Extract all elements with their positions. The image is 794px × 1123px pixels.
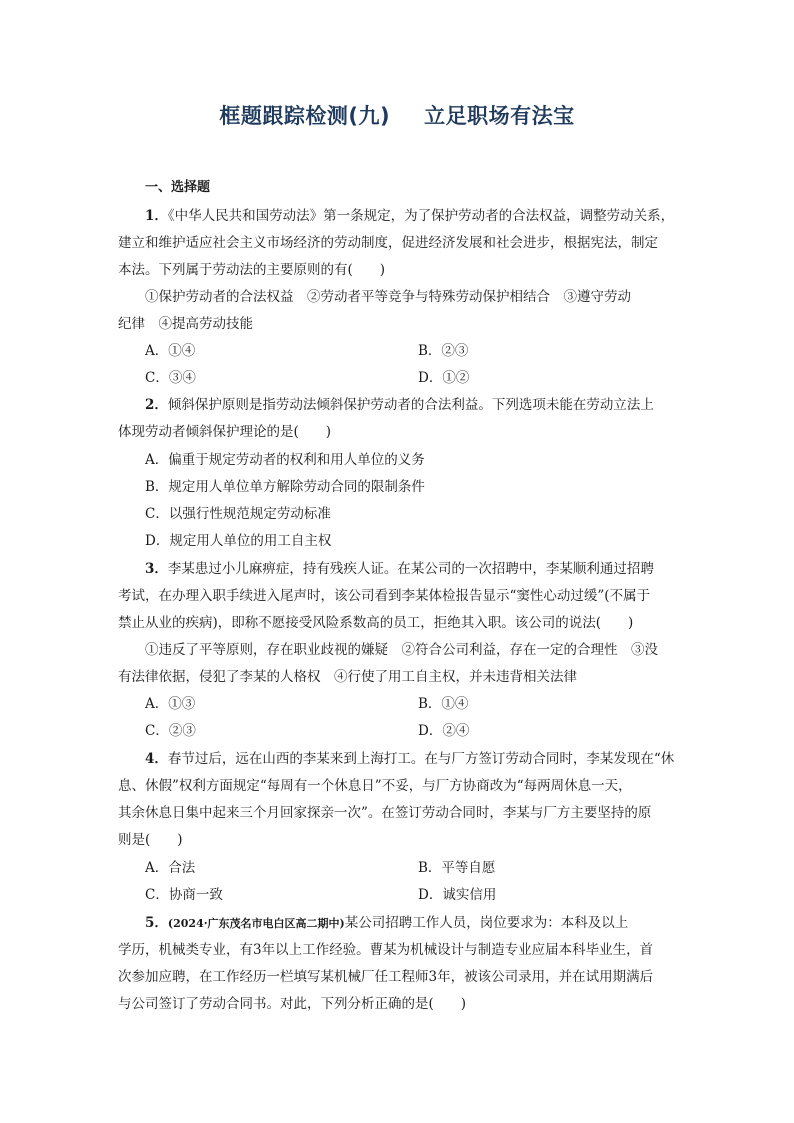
q4-stem-2: 息、休假”权利方面规定“每周有一个休息日”不妥，与厂方协商改为“每两周休息一天， — [118, 778, 632, 794]
q1-option-b: B．②③ — [418, 343, 469, 359]
q3-option-c: C．②③ — [145, 723, 196, 739]
q5-number: 5． — [145, 915, 168, 931]
title-main: 框题跟踪检测(九) — [219, 104, 391, 128]
q4-option-d: D．诚实信用 — [418, 887, 497, 903]
q2-line-1 — [145, 392, 678, 419]
q2-option-d: D．规定用人单位的用工自主权 — [145, 533, 332, 549]
q3-number: 3． — [145, 561, 168, 577]
q1-option-a: A．①④ — [145, 343, 196, 359]
q4-stem-4: 则是( ) — [118, 832, 183, 848]
q2-option-b: B．规定用人单位单方解除劳动合同的限制条件 — [145, 479, 425, 495]
q4-stem-1: 春节过后，远在山西的李某来到上海打工。在与厂方签订劳动合同时，李某发现在“休 — [167, 751, 675, 767]
q3-statements-1: ①违反了平等原则，存在职业歧视的嫌疑 ②符合公司利益，存在一定的合理性 ③没 — [145, 642, 658, 658]
q3-line-1 — [145, 556, 678, 583]
q4-number: 4． — [145, 751, 168, 767]
q4-option-c: C．协商一致 — [145, 887, 223, 903]
q1-option-d: D．①② — [418, 370, 470, 386]
q1-line-1 — [145, 203, 678, 230]
q3-stem-3: 禁止从业的疾病)，即称不愿接受风险系数高的员工，拒绝其入职。该公司的说法( ) — [118, 615, 634, 631]
q1-statements-2: 纪律 ④提高劳动技能 — [118, 316, 253, 332]
q1-stem-2: 建立和维护适应社会主义市场经济的劳动制度，促进经济发展和社会进步，根据宪法，制定 — [118, 235, 658, 251]
q1-statements-1: ①保护劳动者的合法权益 ②劳动者平等竞争与特殊劳动保护相结合 ③遵守劳动 — [145, 289, 631, 305]
q5-source: (2024·广东茂名市电白区高二期中) — [167, 917, 345, 930]
section-heading: 一、选择题 — [145, 180, 211, 195]
q3-option-b: B．①④ — [418, 696, 469, 712]
q3-stem-1: 李某患过小儿麻痹症，持有残疾人证。在某公司的一次招聘中，李某顺利通过招聘 — [167, 561, 654, 577]
q4-line-1 — [145, 746, 678, 773]
q4-option-a: A．合法 — [145, 860, 196, 876]
q1-stem-1: 《中华人民共和国劳动法》第一条规定，为了保护劳动者的合法权益，调整劳动关系， — [167, 208, 675, 224]
q4-option-b: B．平等自愿 — [418, 860, 496, 876]
q5-stem-4: 与公司签订了劳动合同书。对此，下列分析正确的是( ) — [118, 996, 467, 1012]
q2-option-c: C．以强行性规范规定劳动标准 — [145, 506, 331, 522]
q5-stem-2: 学历，机械类专业，有3年以上工作经验。曹某为机械设计与制造专业应届本科毕业生，首 — [118, 942, 654, 958]
q3-option-d: D．②④ — [418, 723, 470, 739]
page-title — [0, 100, 794, 130]
q5-stem-3: 次参加应聘，在工作经历一栏填写某机械厂任工程师3年，被该公司录用，并在试用期满后 — [118, 969, 654, 985]
q3-statements-2: 有法律依据，侵犯了李某的人格权 ④行使了用工自主权，并未违背相关法律 — [118, 669, 577, 685]
q2-stem-2: 体现劳动者倾斜保护理论的是( ) — [118, 424, 332, 440]
q5-line-1 — [145, 910, 678, 937]
q1-number: 1． — [145, 208, 168, 224]
q2-stem-1: 倾斜保护原则是指劳动法倾斜保护劳动者的合法利益。下列选项未能在劳动立法上 — [167, 397, 654, 413]
q3-option-a: A．①③ — [145, 696, 196, 712]
q4-stem-3: 其余休息日集中起来三个月回家探亲一次”。在签订劳动合同时，李某与厂方主要坚持的原 — [118, 805, 652, 821]
q5-stem-1: 某公司招聘工作人员，岗位要求为：本科及以上 — [344, 915, 629, 931]
q1-stem-3: 本法。下列属于劳动法的主要原则的有( ) — [118, 262, 386, 278]
title-sub: 立足职场有法宝 — [424, 104, 575, 128]
q3-stem-2: 考试，在办理入职手续进入尾声时，该公司看到李某体检报告显示“窦性心动过缓”(不属于 — [118, 588, 651, 604]
q2-number: 2． — [145, 397, 168, 413]
q2-option-a: A．偏重于规定劳动者的权利和用人单位的义务 — [145, 452, 425, 468]
q1-option-c: C．③④ — [145, 370, 196, 386]
